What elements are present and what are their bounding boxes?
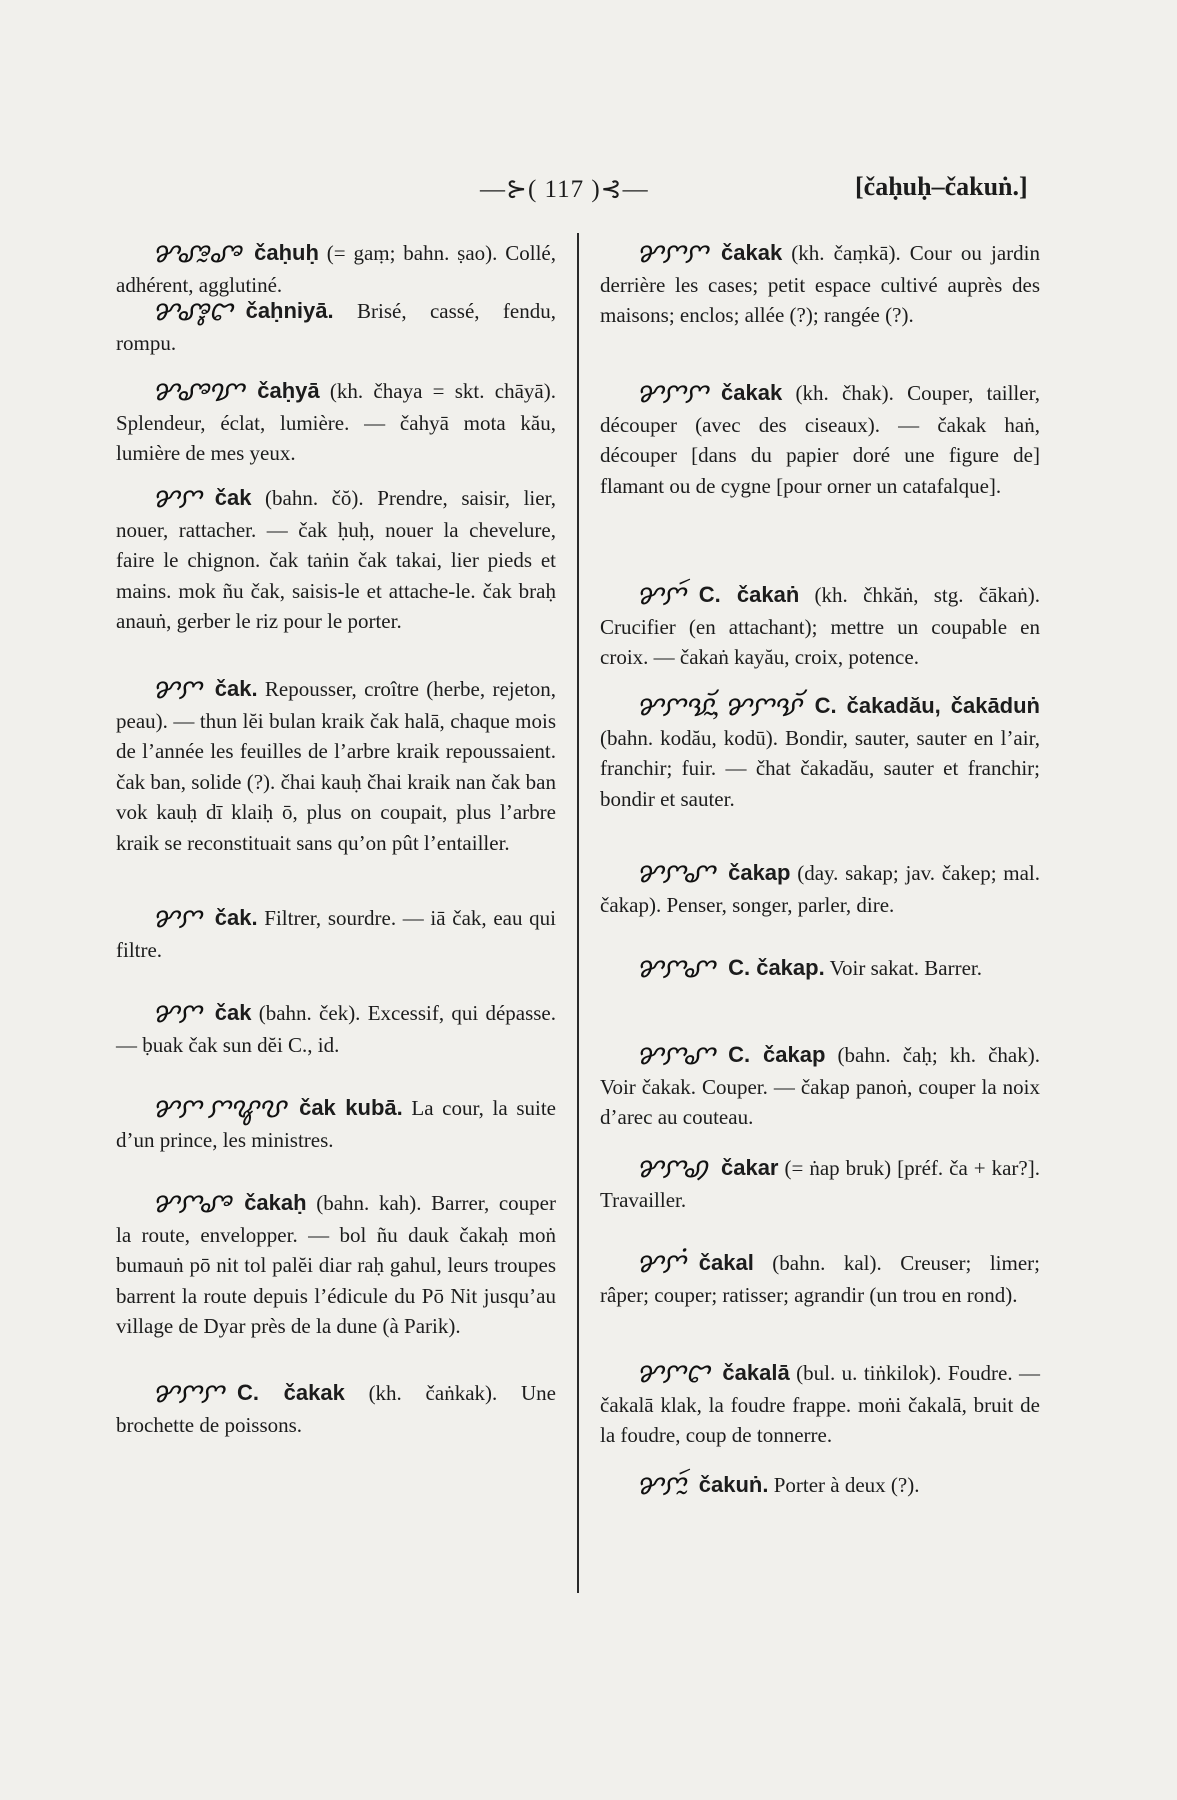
cham-script-glyph: ꨌꨨꨭꨨ: [152, 238, 241, 269]
entry-headword: C. čakap: [728, 1042, 826, 1067]
entry-definition: (bahn. kah). Barrer, couper la route, envelopper. — bol ñu dauk čakaḥ moṅ bumauṅ pō nit tol palĕi diar raḥ gahul, leurs troupes barrent la route depuis l’édicule du Pō Nit jusqu’au village de Dyar près de la dune (à Parik).: [116, 1191, 556, 1338]
entry-headword: čakap: [728, 860, 791, 885]
cham-script-glyph: ꨌꨆꨆ: [636, 238, 708, 269]
cham-script-glyph: ꨌꨨꨶꨤ: [152, 296, 232, 327]
entry-headword: čaḥniyā.: [245, 298, 334, 323]
cham-script-glyph: ꨌꨆꨚ: [636, 858, 715, 889]
dictionary-entry: [600, 580, 1040, 673]
dictionary-entry: [116, 483, 556, 637]
entry-definition: (kh. čaṃkā). Cour ou jardin derrière les cases; petit espace cultivé auprès des maisons; enclos; allée (?); rangée (?).: [600, 241, 1040, 327]
entry-definition: (= gaṃ; bahn. ṣao). Collé, adhérent, agglutiné.: [116, 241, 556, 297]
cham-script-glyph: ꨌꨆꨚ: [636, 1040, 715, 1071]
entry-definition: (kh. čaṅkak). Une brochette de poissons.: [116, 1381, 556, 1437]
dictionary-entry: [600, 1248, 1040, 1310]
entry-headword: C. čakap.: [728, 955, 825, 980]
cham-script-glyph: ꨌꨆ: [152, 903, 201, 934]
entry-definition: (kh. čhkăṅ, stg. čākaṅ). Crucifier (en attachant); mettre un coupable en croix. — čakaṅ kayău, croix, potence.: [600, 583, 1040, 669]
entry-definition: (bahn. ček). Excessif, qui dépasse. — ḅuak čak sun dĕi C., id.: [116, 1001, 556, 1057]
dictionary-entry: [116, 238, 556, 300]
entry-definition: Brisé, cassé, fendu, rompu.: [116, 299, 556, 355]
column-divider: [577, 233, 579, 1593]
dictionary-entry: [116, 998, 556, 1060]
cham-script-glyph: ꨌꨆ: [152, 998, 201, 1029]
dictionary-entry: [600, 238, 1040, 331]
entry-headword: C. čakaṅ: [698, 582, 800, 607]
entry-headword: čakar: [720, 1155, 779, 1180]
entry-definition: (day. sakap; jav. čakep; mal. čakap). Penser, songer, parler, dire.: [600, 861, 1040, 917]
entry-headword: čakuṅ.: [698, 1472, 769, 1497]
entry-headword: čak kubā.: [299, 1095, 403, 1120]
entry-headword: C. čakak: [237, 1380, 345, 1405]
cham-script-glyph: ꨌꨆꩃ: [636, 580, 685, 611]
dictionary-entry: [116, 376, 556, 469]
cham-script-glyph: ꨌꨆꨆ: [636, 378, 708, 409]
page-number: —⊱( 117 )⊰—: [480, 176, 649, 203]
dictionary-entry: [116, 674, 556, 858]
cham-script-glyph: ꨌꨆ: [152, 674, 201, 705]
entry-headword: čakaḥ: [244, 1190, 307, 1215]
cham-script-glyph: ꨌꨆꨕꨮꨭ, ꨌꨆꨕꨮ: [636, 691, 801, 722]
dictionary-entry: [600, 858, 1040, 920]
cham-script-glyph: ꨌꨆꨚ: [636, 953, 715, 984]
cham-script-glyph: ꨌꨨꨢ: [152, 376, 244, 407]
entry-definition: (kh. čhaya = skt. chāyā). Splendeur, éclat, lumière. — čahyā mota kău, lumière de mes yeux.: [116, 379, 556, 465]
cham-script-glyph: ꨌꨆ ꨆꨥꨝ: [152, 1093, 286, 1124]
dictionary-entry: [600, 953, 1040, 985]
dictionary-entry: [600, 378, 1040, 501]
dictionary-entry: [116, 296, 556, 358]
entry-definition: (bahn. čŏ). Prendre, saisir, lier, nouer, rattacher. — čak ḥuḥ, nouer la chevelure, faire le chignon. čak taṅin čak takai, lier pieds et mains. mok ñu čak, saisis-le et attache-le. čak braḥ anauṅ, gerber le riz pour le porter.: [116, 486, 556, 633]
running-title: [čaḥuḥ–čakuṅ.]: [855, 172, 1028, 201]
dictionary-entry: [116, 1093, 556, 1155]
cham-script-glyph: ꨌꨆ: [152, 483, 201, 514]
entry-headword: čaḥuḥ: [254, 240, 319, 265]
entry-definition: (= ṅap bruk) [préf. ča + kar?]. Travailler.: [600, 1156, 1040, 1212]
entry-definition: (bahn. čaḥ; kh. čhak). Voir čakak. Couper. — čakap panoṅ, couper la noix d’arec au couteau.: [600, 1043, 1040, 1129]
entry-definition: (bahn. kal). Creuser; limer; râper; couper; ratisser; agrandir (un trou en rond).: [600, 1251, 1040, 1307]
entry-definition: (bahn. kodău, kodū). Bondir, sauter, sauter en l’air, franchir; fuir. — čhat čakadău, sauter et franchir; bondir et sauter.: [600, 725, 1040, 811]
entry-definition: Voir sakat. Barrer.: [824, 956, 982, 980]
dictionary-entry: [600, 1040, 1040, 1133]
dictionary-entry: [116, 903, 556, 965]
entry-headword: čaḥyā: [257, 378, 320, 403]
entry-headword: C. čakadău, čakāduṅ: [814, 693, 1040, 718]
entry-headword: čakal: [698, 1250, 754, 1275]
dictionary-entry: [600, 1153, 1040, 1215]
cham-script-glyph: ꨌꨆꨆ: [152, 1378, 224, 1409]
cham-script-glyph: ꨌꨆꨭꩃ: [636, 1470, 685, 1501]
entry-headword: čakalā: [722, 1360, 790, 1385]
entry-definition: Porter à deux (?).: [768, 1473, 920, 1497]
cham-script-glyph: ꨌꨆꨨ: [152, 1188, 231, 1219]
entry-headword: čak: [214, 485, 252, 510]
dictionary-entry: [116, 1188, 556, 1342]
dictionary-entry: [116, 1378, 556, 1440]
entry-definition: (kh. čhak). Couper, tailler, découper (avec des ciseaux). — čakak haṅ, découper [dans du papier doré une figure de] flamant ou de cygne [pour orner un catafalque].: [600, 381, 1040, 498]
entry-headword: čakak: [721, 380, 783, 405]
entry-headword: čak.: [214, 676, 258, 701]
entry-definition: (bul. u. tiṅkilok). Foudre. — čakalā klak, la foudre frappe. moṅi čakalā, bruit de la foudre, coup de tonnerre.: [600, 1361, 1040, 1447]
dictionary-entry: [600, 691, 1040, 814]
entry-definition: Repousser, croître (herbe, rejeton, peau). — thun lĕi bulan kraik čak halā, chaque mois de l’année les feuilles de l’arbre kraik repoussaient. čak ban, solide (?). čhai kauḥ čhai kraik nan čak ban vok kauḥ dī klaiḥ ō, plus on coupait, plus l’arbre kraik se reconstituait sans qu’on pût l’entailler.: [116, 677, 556, 855]
cham-script-glyph: ꨌꨆꩌ: [636, 1248, 685, 1279]
entry-headword: čakak: [721, 240, 783, 265]
dictionary-entry: [600, 1358, 1040, 1451]
entry-headword: čak.: [214, 905, 258, 930]
dictionary-entry: [600, 1470, 1040, 1502]
entry-headword: čak: [214, 1000, 252, 1025]
page-header: [0, 170, 1177, 210]
cham-script-glyph: ꨌꨆꨤ: [636, 1358, 709, 1389]
entry-definition: Filtrer, sourdre. — iā čak, eau qui filtre.: [116, 906, 556, 962]
cham-script-glyph: ꨌꨆꩉ: [636, 1153, 707, 1184]
entry-definition: La cour, la suite d’un prince, les ministres.: [116, 1096, 556, 1152]
